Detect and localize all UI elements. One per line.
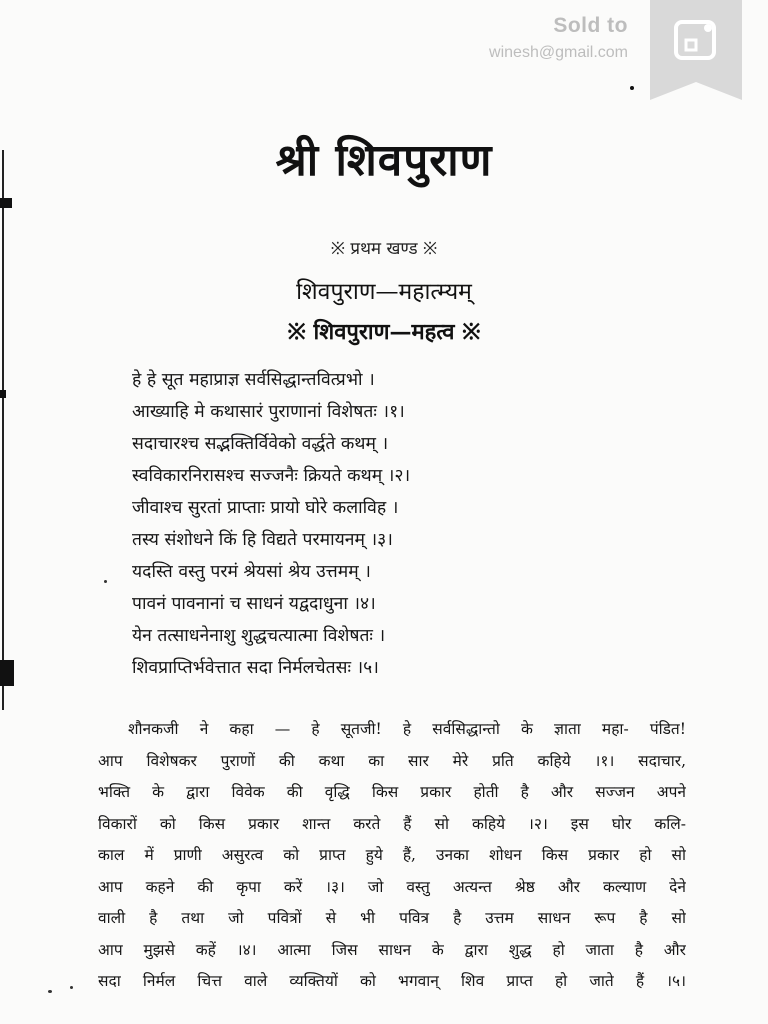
translation-line: आप कहने की कृपा करें ।३। जो वस्तु अत्यन्त श्रेष्ठ और कल्याण देने (98, 877, 686, 896)
verse-line: यदस्ति वस्तु परमं श्रेयसां श्रेय उत्तमम् । (132, 562, 371, 582)
translation-line: सदा निर्मल चित्त वाले व्यक्तियों को भगवान् शिव प्राप्त हो जाते हैं ।५। (98, 972, 686, 990)
verse-list (132, 364, 602, 684)
scan-speck (104, 580, 107, 583)
translation-line: भक्ति के द्वारा विवेक की वृद्धि किस प्रकार होती है और सज्जन अपने (98, 783, 686, 801)
scan-speck (48, 990, 52, 993)
translation-paragraph (98, 714, 686, 998)
translation-line: आप विशेषकर पुराणों की कथा का सार मेरे प्रति कहिये ।१। सदाचार, (98, 751, 686, 770)
section-label: ※ प्रथम खण्ड ※ (330, 239, 438, 259)
stray-dot (630, 86, 634, 90)
verse-line: जीवाश्च सुरतां प्राप्ताः प्रायो घोरे कलाविह । (132, 498, 399, 518)
translation-line: आप मुझसे कहें ।४। आत्मा जिस साधन के द्वारा शुद्ध हो जाता है और (98, 940, 686, 959)
verse-line: आख्याहि मे कथासारं पुराणानां विशेषतः ।१। (132, 402, 405, 422)
translation-line: वाली है तथा जो पवित्रों से भी पवित्र है उत्तम साधन रूप है सो (98, 909, 686, 927)
verse-line: येन तत्साधनेनाशु शुद्धचत्यात्मा विशेषतः । (132, 626, 386, 646)
verse-line: स्वविकारनिरासश्च सज्जनैः क्रियते कथम् ।२। (132, 466, 411, 486)
verse-line: हे हे सूत महाप्राज्ञ सर्वसिद्धान्तवित्प्रभो । (132, 370, 375, 390)
book-logo-icon (650, 0, 742, 100)
translation-line: काल में प्राणी असुरत्व को प्राप्त हुये हैं, उनका शोधन किस प्रकार हो सो (98, 846, 686, 864)
watermark-sold-label: Sold to (553, 14, 628, 37)
verse-line: तस्य संशोधने किं हि विद्यते परमायनम् ।३। (132, 530, 393, 550)
watermark (489, 14, 628, 62)
translation-line: शौनकजी ने कहा — हे सूतजी! हे सर्वसिद्धान्तो के ज्ञाता महा- पंडित! (128, 720, 686, 738)
binding-edge-line (2, 150, 4, 710)
binding-mark (0, 390, 6, 398)
chapter-subtitle: शिवपुराण—महात्म्यम् (296, 279, 472, 305)
watermark-email: winesh@gmail.com (489, 44, 628, 61)
verse-line: सदाचारश्च सद्भक्तिर्विवेको वर्द्धते कथम् । (132, 434, 389, 454)
chapter-heading: ※ शिवपुराण—महत्व ※ (287, 319, 481, 345)
binding-mark (0, 660, 14, 686)
translation-line: विकारों को किस प्रकार शान्त करते हैं सो कहिये ।२। इस घोर कलि- (98, 814, 686, 833)
verse-line: शिवप्राप्तिर्भवेत्तात सदा निर्मलचेतसः ।५। (132, 658, 379, 678)
binding-mark (0, 198, 12, 208)
verse-line: पावनं पावनानां च साधनं यद्वदाधुना ।४। (132, 594, 376, 614)
page-title: श्री शिवपुराण (275, 135, 493, 186)
scan-speck (70, 986, 73, 989)
